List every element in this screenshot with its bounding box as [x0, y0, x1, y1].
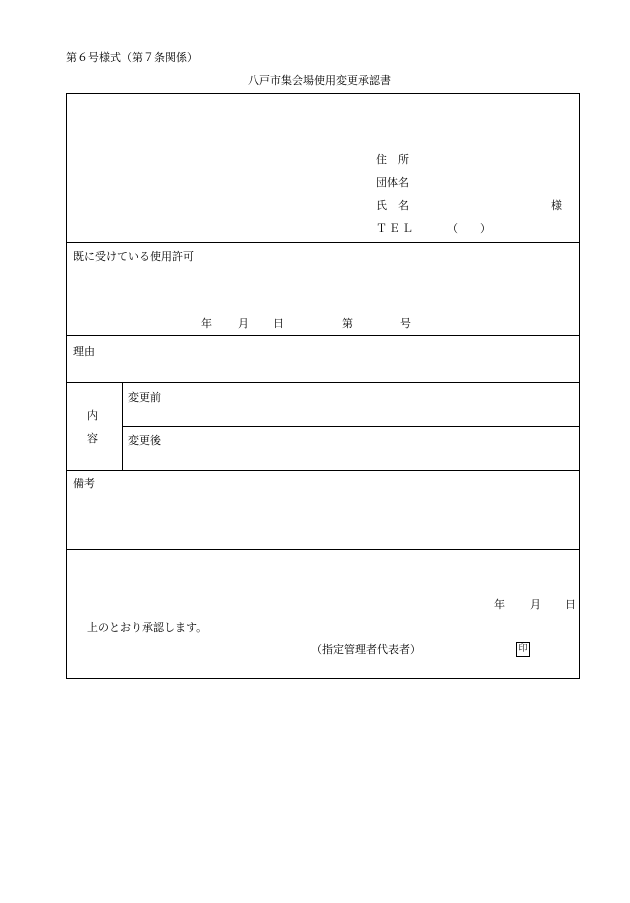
divider — [67, 470, 579, 471]
divider — [67, 335, 579, 336]
approval-month-label: 月 — [530, 598, 541, 611]
representative-label: （指定管理者代表者） — [311, 643, 421, 656]
form-table — [66, 93, 580, 679]
divider — [67, 382, 579, 383]
after-change-label: 変更後 — [128, 434, 161, 447]
divider — [122, 426, 579, 427]
approval-statement: 上のとおり承認します。 — [87, 621, 208, 634]
before-change-label: 変更前 — [128, 391, 161, 404]
document-title: 八戸市集会場使用変更承認書 — [248, 74, 391, 87]
approval-year-label: 年 — [494, 598, 505, 611]
remarks-label: 備考 — [73, 477, 95, 490]
content-label-2: 容 — [87, 432, 98, 445]
divider — [122, 382, 123, 470]
existing-permit-label: 既に受けている使用許可 — [73, 250, 194, 263]
honorific: 様 — [551, 199, 562, 212]
approval-day-label: 日 — [565, 598, 576, 611]
reason-label: 理由 — [73, 345, 95, 358]
address-label: 住 所 — [376, 153, 409, 166]
permit-month-label: 月 — [238, 317, 249, 330]
tel-label: ＴＥＬ — [376, 222, 415, 235]
name-label: 氏 名 — [376, 199, 409, 212]
content-label-1: 内 — [87, 409, 98, 422]
tel-area-code: （ ） — [447, 222, 491, 235]
seal-mark: 印 — [516, 642, 530, 657]
group-name-label: 団体名 — [376, 176, 409, 189]
permit-year-label: 年 — [201, 317, 212, 330]
divider — [67, 549, 579, 550]
form-number: 第６号様式（第７条関係） — [66, 51, 198, 64]
permit-day-label: 日 — [273, 317, 284, 330]
permit-number-suffix: 号 — [400, 317, 411, 330]
permit-number-prefix: 第 — [342, 317, 353, 330]
divider — [67, 242, 579, 243]
